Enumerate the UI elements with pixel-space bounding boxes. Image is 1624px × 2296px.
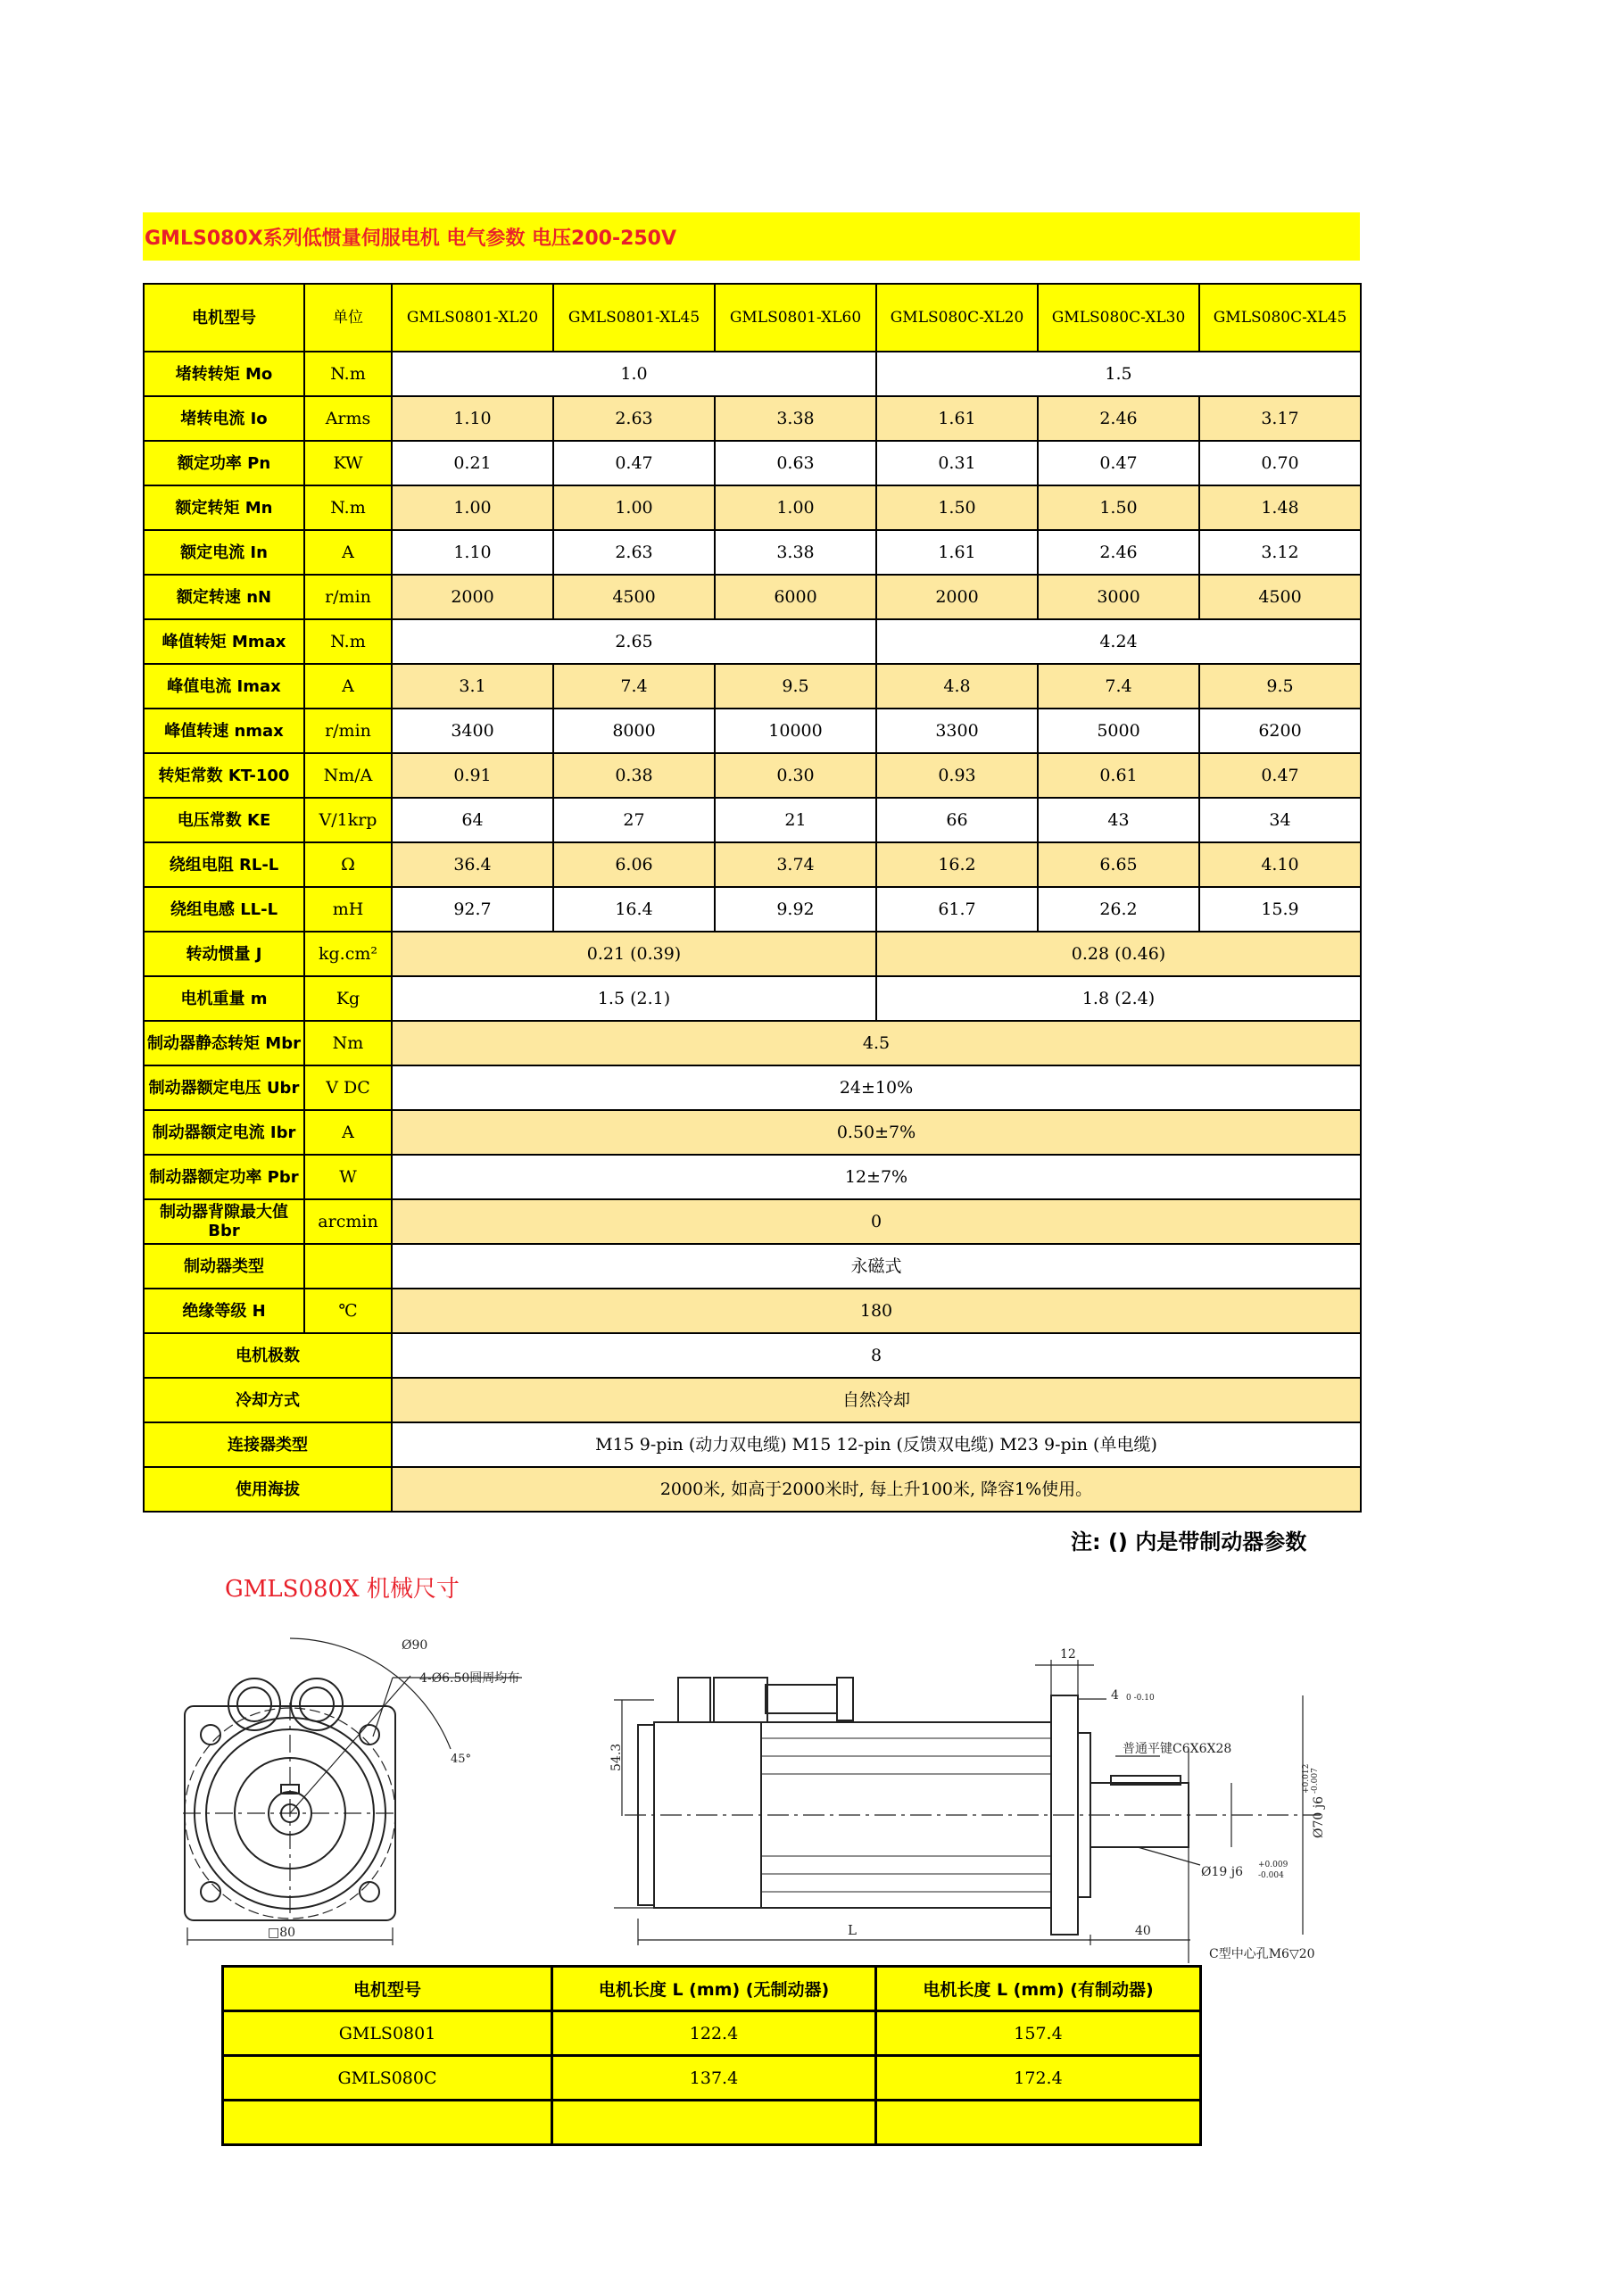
dim-front-square: □80 <box>268 1926 296 1940</box>
group-cell: 1.5 (2.1) <box>392 976 876 1021</box>
value-cell: 36.4 <box>392 842 553 887</box>
row-label: 制动器静态转矩 Mbr <box>144 1021 304 1065</box>
value-cell: 1.61 <box>876 530 1038 575</box>
row-label: 使用海拔 <box>144 1467 392 1512</box>
length-cell: 122.4 <box>552 2011 876 2056</box>
value-cell: 3300 <box>876 709 1038 753</box>
value-cell: 0.31 <box>876 441 1038 485</box>
row-unit: Nm <box>304 1021 392 1065</box>
value-cell: 1.10 <box>392 396 553 441</box>
value-cell: 6000 <box>715 575 876 619</box>
length-cell: 137.4 <box>552 2056 876 2101</box>
value-cell: 0.30 <box>715 753 876 798</box>
value-cell: 1.50 <box>1038 485 1199 530</box>
span-cell: M15 9-pin (动力双电缆) M15 12-pin (反馈双电缆) M23 9-pin (单电缆) <box>392 1422 1361 1467</box>
row-unit: ℃ <box>304 1289 392 1333</box>
value-cell: 6.65 <box>1038 842 1199 887</box>
model-col: GMLS0801-XL60 <box>715 284 876 352</box>
dim-side-shaft: Ø19 j6 <box>1201 1865 1243 1879</box>
value-cell: 66 <box>876 798 1038 842</box>
value-cell: 1.00 <box>392 485 553 530</box>
group-cell: 1.5 <box>876 352 1361 396</box>
value-cell: 2.63 <box>553 530 715 575</box>
value-cell: 3.38 <box>715 530 876 575</box>
value-cell: 1.10 <box>392 530 553 575</box>
dim-side-spigot: Ø70 j6 <box>1312 1796 1326 1838</box>
value-cell: 9.92 <box>715 887 876 932</box>
value-cell: 6200 <box>1199 709 1361 753</box>
span-cell: 8 <box>392 1333 1361 1378</box>
dim-side-spigot-tol-top: +0.012 <box>1302 1763 1311 1794</box>
row-unit: A <box>304 664 392 709</box>
row-unit: arcmin <box>304 1199 392 1244</box>
group-cell: 4.24 <box>876 619 1361 664</box>
group-cell: 0.28 (0.46) <box>876 932 1361 976</box>
model-col: GMLS080C-XL20 <box>876 284 1038 352</box>
value-cell: 9.5 <box>715 664 876 709</box>
value-cell: 27 <box>553 798 715 842</box>
value-cell: 0.63 <box>715 441 876 485</box>
length-header: 电机长度 L (mm) (无制动器) <box>552 1967 876 2011</box>
value-cell: 43 <box>1038 798 1199 842</box>
row-unit: r/min <box>304 709 392 753</box>
row-label: 额定电流 In <box>144 530 304 575</box>
dim-side-shaft-tol-top: +0.009 <box>1258 1861 1288 1869</box>
span-cell: 4.5 <box>392 1021 1361 1065</box>
row-unit: r/min <box>304 575 392 619</box>
row-label: 电机重量 m <box>144 976 304 1021</box>
dim-front-dia: Ø90 <box>402 1638 428 1653</box>
value-cell: 0.21 <box>392 441 553 485</box>
value-cell: 3.38 <box>715 396 876 441</box>
row-label: 绕组电阻 RL-L <box>144 842 304 887</box>
value-cell: 1.00 <box>715 485 876 530</box>
row-label: 转动惯量 J <box>144 932 304 976</box>
value-cell: 16.2 <box>876 842 1038 887</box>
value-cell: 1.50 <box>876 485 1038 530</box>
span-cell: 永磁式 <box>392 1244 1361 1289</box>
value-cell: 0.47 <box>1199 753 1361 798</box>
value-cell: 3.1 <box>392 664 553 709</box>
dim-side-height: 54.3 <box>609 1743 624 1771</box>
model-header: 电机型号 <box>144 284 304 352</box>
value-cell: 5000 <box>1038 709 1199 753</box>
value-cell: 4.10 <box>1199 842 1361 887</box>
length-header-row <box>223 1967 1201 2011</box>
row-label: 制动器背隙最大值 Bbr <box>144 1199 304 1244</box>
dim-side-key: 普通平键C6X6X28 <box>1123 1742 1232 1756</box>
span-cell: 12±7% <box>392 1155 1361 1199</box>
length-cell <box>876 2101 1201 2145</box>
row-unit: V DC <box>304 1065 392 1110</box>
value-cell: 3.12 <box>1199 530 1361 575</box>
row-unit: W <box>304 1155 392 1199</box>
row-unit: A <box>304 1110 392 1155</box>
row-unit: mH <box>304 887 392 932</box>
row-label: 制动器额定电流 Ibr <box>144 1110 304 1155</box>
value-cell: 9.5 <box>1199 664 1361 709</box>
value-cell: 0.38 <box>553 753 715 798</box>
row-unit: N.m <box>304 619 392 664</box>
value-cell: 1.00 <box>553 485 715 530</box>
span-cell: 0 <box>392 1199 1361 1244</box>
value-cell: 4500 <box>553 575 715 619</box>
mechanical-title: GMLS080X 机械尺寸 <box>225 1576 460 1603</box>
value-cell: 4.8 <box>876 664 1038 709</box>
row-label: 制动器额定功率 Pbr <box>144 1155 304 1199</box>
row-unit: V/1krp <box>304 798 392 842</box>
length-cell: 172.4 <box>876 2056 1201 2101</box>
row-unit: A <box>304 530 392 575</box>
length-header: 电机型号 <box>223 1967 552 2011</box>
value-cell: 8000 <box>553 709 715 753</box>
row-label: 额定功率 Pn <box>144 441 304 485</box>
value-cell: 16.4 <box>553 887 715 932</box>
value-cell: 6.06 <box>553 842 715 887</box>
row-label: 堵转转矩 Mo <box>144 352 304 396</box>
row-unit: KW <box>304 441 392 485</box>
row-label: 制动器额定电压 Ubr <box>144 1065 304 1110</box>
dim-side-step-tol: 0 -0.10 <box>1126 1694 1155 1703</box>
row-label: 额定转矩 Mn <box>144 485 304 530</box>
row-unit: kg.cm² <box>304 932 392 976</box>
value-cell: 0.47 <box>1038 441 1199 485</box>
value-cell: 2000 <box>392 575 553 619</box>
length-table <box>221 1965 1202 2146</box>
dim-side-center: C型中心孔M6▽20 <box>1209 1947 1315 1961</box>
row-unit: Ω <box>304 842 392 887</box>
dim-front-angle: 45° <box>451 1753 472 1766</box>
row-label: 绝缘等级 H <box>144 1289 304 1333</box>
length-cell: GMLS080C <box>223 2056 552 2101</box>
model-col: GMLS080C-XL45 <box>1199 284 1361 352</box>
row-label: 峰值转速 nmax <box>144 709 304 753</box>
row-unit: Arms <box>304 396 392 441</box>
value-cell: 1.48 <box>1199 485 1361 530</box>
table-row <box>223 2011 1201 2056</box>
dim-side-step: 4 <box>1111 1688 1119 1703</box>
model-col: GMLS0801-XL20 <box>392 284 553 352</box>
length-header: 电机长度 L (mm) (有制动器) <box>876 1967 1201 2011</box>
span-cell: 0.50±7% <box>392 1110 1361 1155</box>
row-label: 电压常数 KE <box>144 798 304 842</box>
length-cell: GMLS0801 <box>223 2011 552 2056</box>
dim-front-holes: 4-Ø6.50圆周均布 <box>419 1671 520 1686</box>
dim-side-length: L <box>848 1922 857 1938</box>
value-cell: 26.2 <box>1038 887 1199 932</box>
row-label: 堵转电流 Io <box>144 396 304 441</box>
value-cell: 2.46 <box>1038 396 1199 441</box>
table-row <box>223 2056 1201 2101</box>
dim-side-flange: 12 <box>1060 1647 1076 1662</box>
value-cell: 64 <box>392 798 553 842</box>
value-cell: 2000 <box>876 575 1038 619</box>
dim-side-shaft-tol-bot: -0.004 <box>1258 1871 1284 1880</box>
value-cell: 15.9 <box>1199 887 1361 932</box>
dim-side-shaft-len: 40 <box>1135 1924 1151 1938</box>
brake-note: 注: () 内是带制动器参数 <box>1071 1529 1307 1554</box>
unit-header: 单位 <box>304 284 392 352</box>
row-label: 电机极数 <box>144 1333 392 1378</box>
group-cell: 0.21 (0.39) <box>392 932 876 976</box>
value-cell: 61.7 <box>876 887 1038 932</box>
value-cell: 34 <box>1199 798 1361 842</box>
value-cell: 21 <box>715 798 876 842</box>
span-cell: 自然冷却 <box>392 1378 1361 1422</box>
value-cell: 2.46 <box>1038 530 1199 575</box>
group-cell: 1.8 (2.4) <box>876 976 1361 1021</box>
table-row <box>223 2101 1201 2145</box>
dim-side-spigot-tol-bot: -0.007 <box>1311 1768 1320 1794</box>
value-cell: 0.70 <box>1199 441 1361 485</box>
banner-title: GMLS080X系列低惯量伺服电机 电气参数 电压200-250V <box>145 228 677 250</box>
row-label: 连接器类型 <box>144 1422 392 1467</box>
length-cell <box>223 2101 552 2145</box>
row-label: 峰值电流 Imax <box>144 664 304 709</box>
value-cell: 7.4 <box>553 664 715 709</box>
row-unit: N.m <box>304 352 392 396</box>
group-cell: 1.0 <box>392 352 876 396</box>
value-cell: 4500 <box>1199 575 1361 619</box>
value-cell: 3000 <box>1038 575 1199 619</box>
group-cell: 2.65 <box>392 619 876 664</box>
length-cell: 157.4 <box>876 2011 1201 2056</box>
row-label: 冷却方式 <box>144 1378 392 1422</box>
value-cell: 1.61 <box>876 396 1038 441</box>
value-cell: 10000 <box>715 709 876 753</box>
value-cell: 0.61 <box>1038 753 1199 798</box>
row-label: 峰值转矩 Mmax <box>144 619 304 664</box>
row-unit: Kg <box>304 976 392 1021</box>
value-cell: 92.7 <box>392 887 553 932</box>
span-cell: 24±10% <box>392 1065 1361 1110</box>
side-view <box>614 1660 1321 1963</box>
span-cell: 180 <box>392 1289 1361 1333</box>
length-cell <box>552 2101 876 2145</box>
value-cell: 0.47 <box>553 441 715 485</box>
value-cell: 3.17 <box>1199 396 1361 441</box>
model-col: GMLS080C-XL30 <box>1038 284 1199 352</box>
row-label: 转矩常数 KT-100 <box>144 753 304 798</box>
model-col: GMLS0801-XL45 <box>553 284 715 352</box>
row-unit: Nm/A <box>304 753 392 798</box>
value-cell: 3400 <box>392 709 553 753</box>
value-cell: 0.91 <box>392 753 553 798</box>
value-cell: 7.4 <box>1038 664 1199 709</box>
row-label: 绕组电感 LL-L <box>144 887 304 932</box>
row-unit: N.m <box>304 485 392 530</box>
value-cell: 2.63 <box>553 396 715 441</box>
span-cell: 2000米, 如高于2000米时, 每上升100米, 降容1%使用。 <box>392 1467 1361 1512</box>
value-cell: 3.74 <box>715 842 876 887</box>
row-label: 制动器类型 <box>144 1244 304 1289</box>
row-label: 额定转速 nN <box>144 575 304 619</box>
value-cell: 0.93 <box>876 753 1038 798</box>
